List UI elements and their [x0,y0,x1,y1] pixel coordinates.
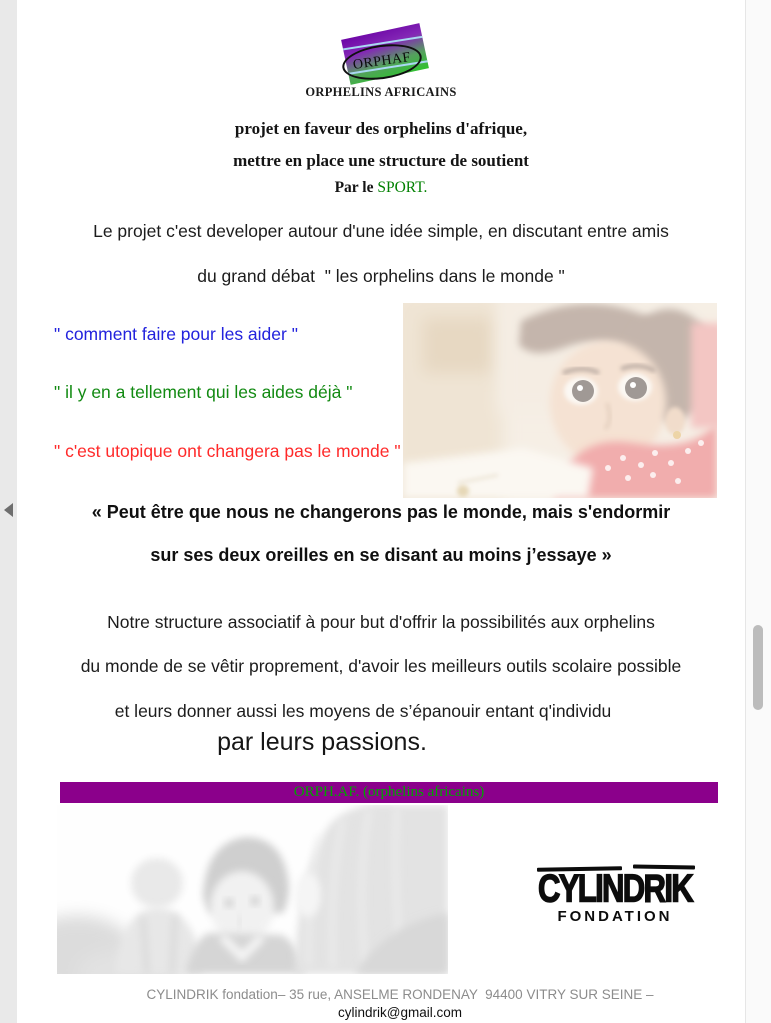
cylindrik-wordmark: CYLINDRIK [537,866,693,911]
orphaf-logo [337,28,432,88]
fondation-label: FONDATION [557,908,673,925]
mission-line-2: du monde de se vêtir proprement, d'avoir les meilleurs outils scolaire possible [80,656,682,676]
mission-line-3: et leurs donner aussi les moyens de s’épanouir entant q'individu [114,701,612,721]
mission-line-4: par leurs passions. [217,728,427,756]
orphan-child-photo-illustration [403,303,717,498]
orphan-child-photo [403,303,717,498]
title-line-1: projet en faveur des orphelins d'afrique, [234,119,528,138]
mother-and-child-photo-illustration [57,805,448,974]
viewer-left-margin [0,0,17,1023]
title-line-3 [17,179,745,197]
quote-so-many-helping: " il y en a tellement qui les aides déjà " [54,382,353,402]
intro-line-2: du grand débat " les orphelins dans le monde " [197,266,565,286]
back-arrow-icon[interactable] [4,503,13,517]
orphaf-banner: ORPH.AF. (orphelins africains) [60,782,718,803]
intro-line-1: Le projet c'est developer autour d'une idée simple, en discutant entre amis [93,221,669,241]
title-line-2: mettre en place une structure de soutient [233,151,529,170]
emphasis-quote-line-1: « Peut être que nous ne changerons pas le monde, mais s'endormir [91,502,671,522]
footer-email: cylindrik@gmail.com [338,1005,462,1020]
logo-badge-text: ORPHAF [352,50,412,73]
footer-address: CYLINDRIK fondation– 35 rue, ANSELME RONDENAY 94400 VITRY SUR SEINE – [146,987,654,1002]
scrollbar-thumb[interactable] [753,625,763,710]
mother-and-child-photo [57,805,448,974]
title-sport-accent: SPORT. [377,179,428,196]
org-name: ORPHELINS AFRICAINS [305,85,457,99]
document-page [17,0,745,1023]
emphasis-quote-line-2: sur ses deux oreilles en se disant au moins j’essaye » [150,545,612,565]
mission-line-1: Notre structure associatif à pour but d'offrir la possibilités aux orphelins [107,612,655,632]
title-line-3-prefix: Par le [334,179,378,196]
quote-utopia: " c'est utopique ont changera pas le monde " [54,441,401,461]
quote-how-to-help: " comment faire pour les aider " [54,324,298,344]
vertical-scrollbar[interactable] [745,0,771,1023]
cylindrik-logo [515,860,715,925]
